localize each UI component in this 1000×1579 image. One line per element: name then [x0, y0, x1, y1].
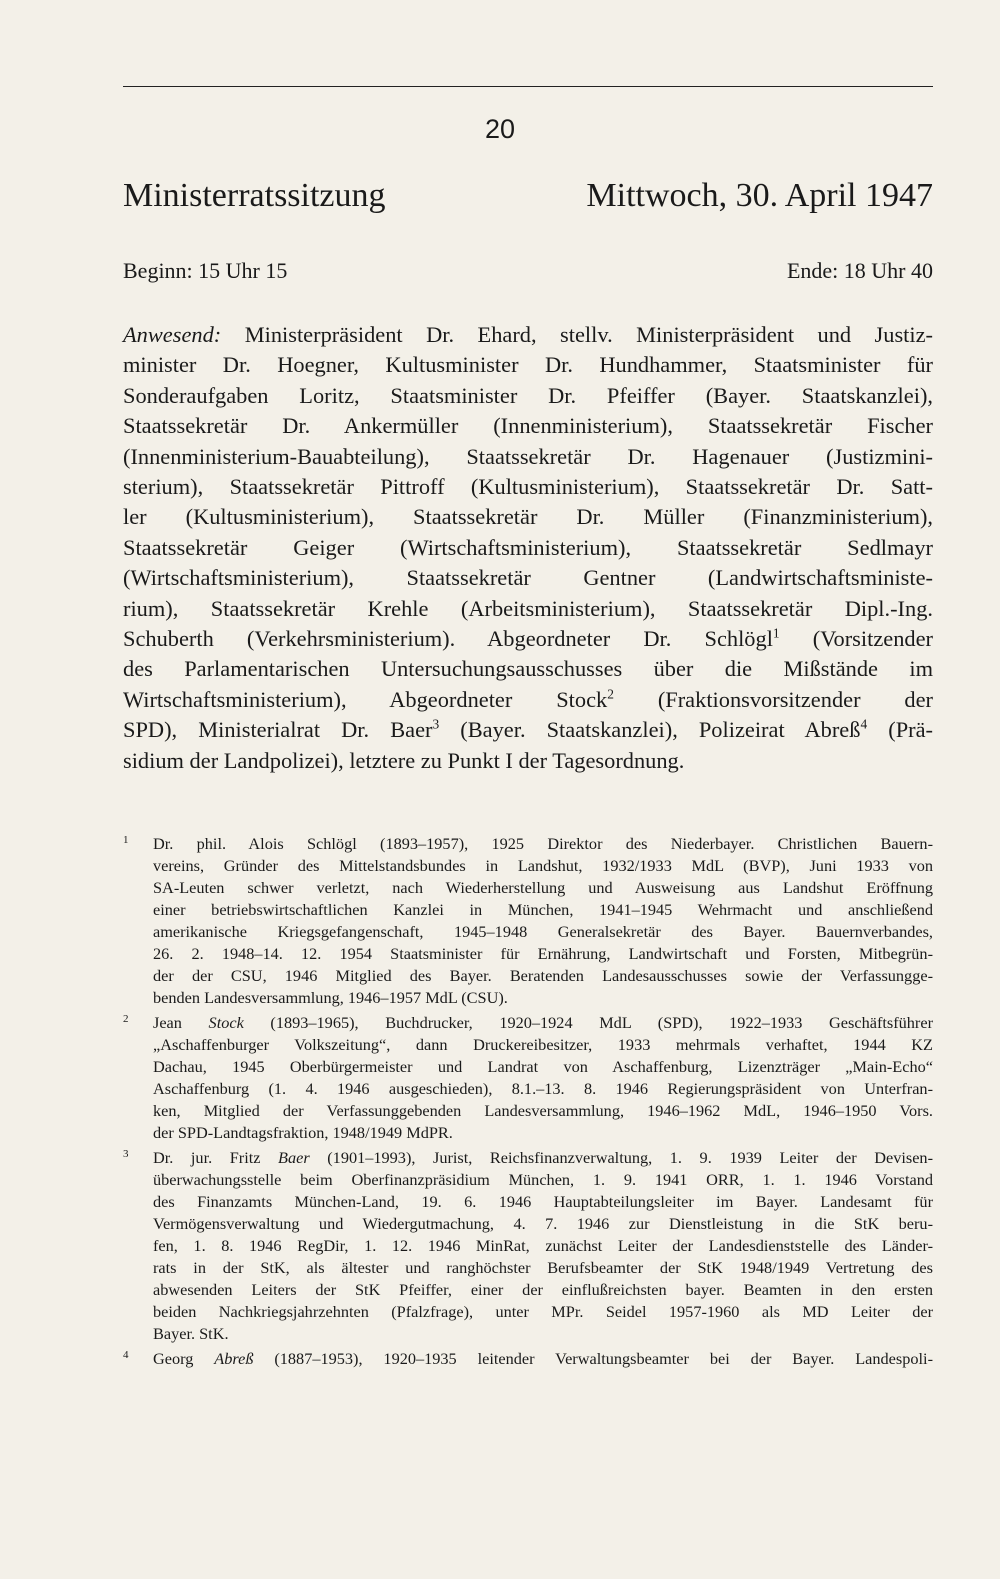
attendance-line: Anwesend: Ministerpräsident Dr. Ehard, stellv. Ministerpräsident und Justiz-: [123, 322, 933, 347]
attendance-line: Staatssekretär Dr. Ankermüller (Innenministerium), Staatssekretär Fischer: [123, 413, 933, 439]
footnotes: [123, 833, 933, 1370]
header-rule: [123, 86, 933, 87]
footnote-mark[interactable]: 2: [607, 686, 614, 702]
attendance-line: des Parlamentarischen Untersuchungsausschusses über die Mißstände im: [123, 656, 933, 682]
attendance-line: Schuberth (Verkehrsministerium). Abgeordneter Dr. Schlögl$^1$ (Vorsitzender: [123, 625, 933, 652]
attendance-line: (Wirtschaftsministerium), Staatssekretär Gentner (Landwirtschaftsministe-: [123, 565, 933, 591]
begin-time: Beginn: 15 Uhr 15: [123, 258, 288, 283]
person-name: Baer: [278, 1148, 310, 1167]
attendance-line: Wirtschaftsministerium), Abgeordneter Stock$^2$ (Fraktionsvorsitzender der: [123, 686, 934, 712]
end-time: Ende: 18 Uhr 40: [786, 258, 933, 283]
footnote-number: 3: [123, 1148, 129, 1160]
person-name: Abreß: [214, 1349, 254, 1368]
session-header: [123, 177, 933, 215]
attendance-line: minister Dr. Hoegner, Kultusminister Dr. Hundhammer, Staatsminister für: [123, 352, 933, 378]
page-number: 20: [484, 114, 516, 144]
footnote-mark[interactable]: 1: [772, 625, 780, 641]
footnote-4: 4 Georg Abreß (1887–1953), 1920–1935 leitender Verwaltungsbeamter bei der Bayer. Landespoli-: [123, 1348, 933, 1370]
footnote-mark[interactable]: 4: [860, 716, 868, 732]
footnote-3: 3 Dr. jur. Fritz Baer (1901–1993), Jurist, Reichsfinanzverwaltung, 1. 9. 1939 Leiter der Devisen- überwachungsstelle beim Oberfinanzpräsidium München, 1. 9. 1941 ORR, 1. 1. 1946 Vorstand des Finanzamts München-Land, 19. 6. 1946 Hauptabteilungsleiter im Bayer. Landesamt für Vermögensverwaltung und Wiedergutmachung, 4. 7. 1946 zur Dienstleistung in die StK beru- fen, 1. 8. 1946 RegDir, 1. 12. 1946 MinRat, zunächst Leiter der Landesdienststelle des Länder- rats in der StK, als ältester und ranghöchster Berufsbeamter der StK 1948/1949 Vertretung des abwesenden Leiters der StK Pfeiffer, einer der einflußreichsten bayer. Beamten in den ersten beiden Nachkriegsjahrzehnten (Pfalzfrage), unter MPr. Seidel 1957-1960 als MD Leiter der Bayer. StK.: [123, 1147, 933, 1345]
person-name: Stock: [208, 1013, 244, 1032]
footnote-1: 1 Dr. phil. Alois Schlögl (1893–1957), 1925 Direktor des Niederbayer. Christlichen Bauern- vereins, Gründer des Mittelstandsbundes in Landshut, 1932/1933 MdL (BVP), Juni 1933 von SA-Leuten schwer verletzt, nach Wiederherstellung und Ausweisung aus Landshut Eröffnung einer betriebswirtschaftlichen Kanzlei in München, 1941–1945 Wehrmacht und anschließend amerikanische Kriegsgefangenschaft, 1945–1948 Generalsekretär des Bayer. Bauernverbandes, 26. 2. 1948–14. 12. 1954 Staatsminister für Ernährung, Landwirtschaft und Forsten, Mitbegrün- der der CSU, 1946 Mitglied des Bayer. Beratenden Landesausschusses sowie der Verfassungge- benden Landesversammlung, 1946–1957 MdL (CSU).: [123, 833, 933, 1009]
footnote-2: 2 Jean Stock (1893–1965), Buchdrucker, 1920–1924 MdL (SPD), 1922–1933 Geschäftsführer „Aschaffenburger Volkszeitung“, dann Druckereibesitzer, 1933 mehrmals verhaftet, 1944 KZ Dachau, 1945 Oberbürgermeister und Landrat von Aschaffenburg, Lizenzträger „Main-Echo“ Aschaffenburg (1. 4. 1946 ausgeschieden), 8.1.–13. 8. 1946 Regierungspräsident von Unterfran- ken, Mitglied der Verfassunggebenden Landesversammlung, 1946–1962 MdL, 1946–1950 Vors. der SPD-Landtagsfraktion, 1948/1949 MdPR.: [123, 1012, 933, 1144]
attendance-line: (Innenministerium-Bauabteilung), Staatssekretär Dr. Hagenauer (Justizmini-: [123, 443, 933, 469]
session-title: Ministerratssitzung: [123, 177, 386, 214]
footnote-number: 4: [123, 1349, 129, 1361]
session-date: Mittwoch, 30. April 1947: [586, 177, 933, 214]
footnote-number: 2: [123, 1013, 129, 1025]
attendance-line: Staatssekretär Geiger (Wirtschaftsministerium), Staatssekretär Sedlmayr: [123, 534, 933, 560]
attendance-line: sterium), Staatssekretär Pittroff (Kultusministerium), Staatssekretär Dr. Satt-: [123, 474, 933, 500]
footnote-mark[interactable]: 3: [432, 716, 440, 732]
attendance-line: sidium der Landpolizei), letztere zu Punkt I der Tagesordnung.: [123, 747, 685, 773]
attendance-line: Sonderaufgaben Loritz, Staatsminister Dr. Pfeiffer (Bayer. Staatskanzlei),: [123, 382, 933, 408]
session-times: [123, 258, 933, 284]
attendance-line: ler (Kultusministerium), Staatssekretär Dr. Müller (Finanzministerium),: [123, 504, 933, 530]
footnote-number: 1: [123, 834, 129, 846]
attendance-line: SPD), Ministerialrat Dr. Baer$^3$ (Bayer. Staatskanzlei), Polizeirat Abreß$^4$ (Prä-: [123, 716, 933, 743]
attendance-paragraph: [123, 320, 933, 776]
attendance-lead: Anwesend:: [123, 322, 222, 347]
attendance-line: rium), Staatssekretär Krehle (Arbeitsministerium), Staatssekretär Dipl.-Ing.: [123, 595, 933, 621]
